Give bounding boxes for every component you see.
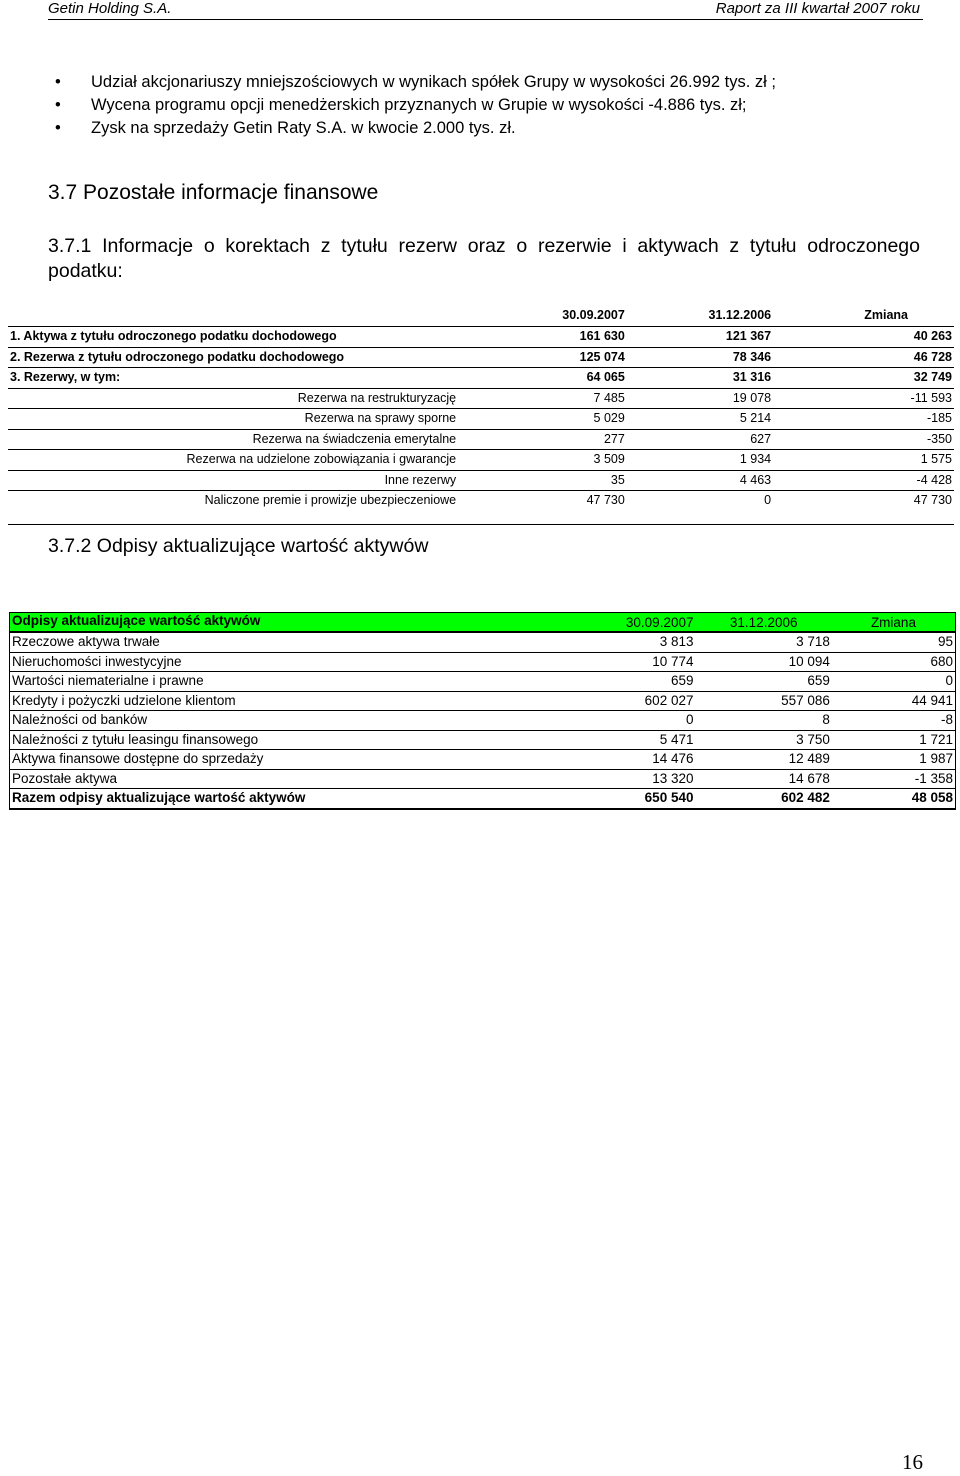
- list-item: • Wycena programu opcji menedżerskich przyznanych w Grupie w wysokości -4.886 tys. zł;: [55, 94, 776, 117]
- table-header-row: [10, 613, 956, 633]
- table-row: Kredyty i pożyczki udzielone klientom 602 027 557 086 44 941: [10, 691, 956, 711]
- header-report-title: Raport za III kwartał 2007 roku: [715, 0, 920, 17]
- table-row: Nieruchomości inwestycyjne 10 774 10 094 680: [10, 652, 956, 672]
- list-item: • Zysk na sprzedaży Getin Raty S.A. w kwocie 2.000 tys. zł.: [55, 117, 776, 140]
- list-item: • Udział akcjonariuszy mniejszościowych w wynikach spółek Grupy w wysokości 26.992 tys. zł ;: [55, 71, 776, 94]
- table-bottom-rule: [8, 511, 954, 525]
- deferred-tax-table: [8, 306, 954, 525]
- table-row: Naliczone premie i prowizje ubezpieczeniowe 47 730 0 47 730: [204, 493, 952, 507]
- column-header: Zmiana: [773, 306, 954, 327]
- table-row: 1. Aktywa z tytułu odroczonego podatku dochodowego 161 630 121 367 40 263: [8, 327, 954, 348]
- column-header: 30.09.2007: [470, 306, 625, 327]
- section-heading-3-7-2: 3.7.2 Odpisy aktualizujące wartość aktywów: [48, 535, 429, 557]
- column-header: 30.09.2007: [564, 613, 696, 633]
- table-row: 3. Rezerwy, w tym: 64 065 31 316 32 749: [8, 368, 954, 389]
- table-row: Wartości niematerialne i prawne 659 659 0: [10, 672, 956, 692]
- header-company: Getin Holding S.A.: [48, 0, 172, 17]
- section-heading-3-7: 3.7 Pozostałe informacje finansowe: [48, 181, 379, 204]
- bullet-icon: •: [55, 119, 61, 137]
- column-header: 31.12.2006: [695, 613, 831, 633]
- table-row: Należności z tytułu leasingu finansowego 5 471 3 750 1 721: [10, 730, 956, 750]
- table-row: Rezerwa na świadczenia emerytalne 277 627 -350: [8, 429, 954, 450]
- table-row: Należności od banków 0 8 -8: [10, 711, 956, 731]
- table-row: Rezerwa na sprawy sporne 5 029 5 214 -185: [8, 409, 954, 430]
- section-heading-3-7-1: 3.7.1 Informacje o korektach z tytułu rezerw oraz o rezerwie i aktywach z tytułu odroczonego podatku:: [48, 235, 920, 282]
- bullet-icon: •: [55, 96, 61, 114]
- header-rule: [48, 19, 923, 20]
- table-row: Pozostałe aktywa 13 320 14 678 -1 358: [10, 769, 956, 789]
- column-header: 31.12.2006: [625, 306, 773, 327]
- table-row: Rezerwa na restrukturyzację 7 485 19 078 -11 593: [8, 388, 954, 409]
- page-number: 16: [902, 1450, 923, 1474]
- bullet-icon: •: [55, 73, 61, 91]
- table-total-row: Razem odpisy aktualizujące wartość aktywów 650 540 602 482 48 058: [10, 789, 956, 809]
- column-header: Odpisy aktualizujące wartość aktywów: [10, 613, 564, 633]
- bullet-list: [55, 71, 776, 140]
- table-row: Aktywa finansowe dostępne do sprzedaży 14 476 12 489 1 987: [10, 750, 956, 770]
- table-header-row: [8, 306, 954, 327]
- table-row: Rezerwa na udzielone zobowiązania i gwarancje 3 509 1 934 1 575: [8, 450, 954, 471]
- table-row: Inne rezerwy 35 4 463 -4 428: [8, 470, 954, 491]
- table-row: 2. Rezerwa z tytułu odroczonego podatku dochodowego 125 074 78 346 46 728: [8, 347, 954, 368]
- column-header: Zmiana: [832, 613, 956, 633]
- impairment-table: [9, 612, 956, 810]
- table-row: Rzeczowe aktywa trwałe 3 813 3 718 95: [10, 632, 956, 652]
